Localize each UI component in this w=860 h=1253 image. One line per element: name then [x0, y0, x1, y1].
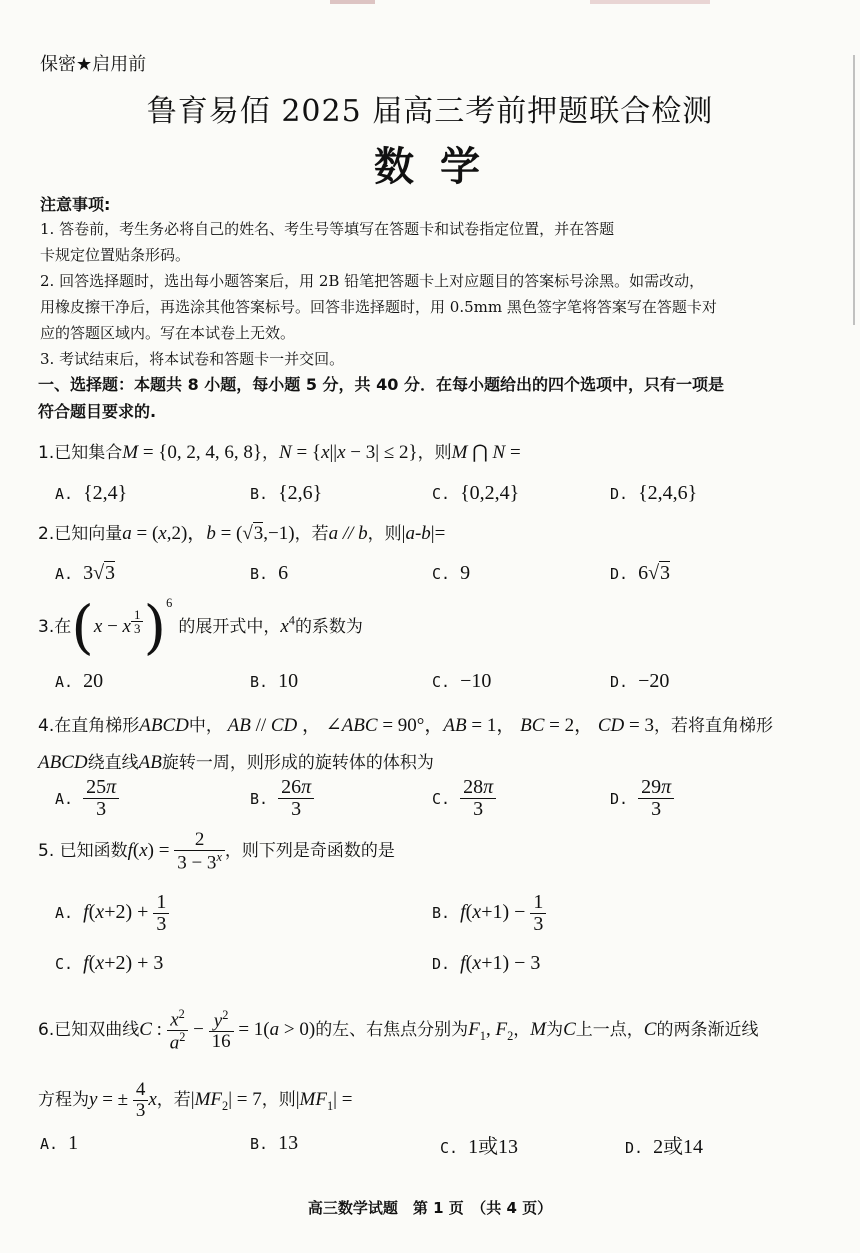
q4-option-b: B. $\frac{26\pi}{3}$ [250, 777, 314, 820]
q6-option-d-value: 2或14 [653, 1136, 704, 1158]
q3-option-b: B. 10 [250, 670, 299, 692]
q5-option-b: B. f(x+1) − $\frac{1}{3}$ [432, 892, 546, 935]
q1-option-b-value: {2,6} [278, 482, 323, 504]
q2-option-a: A. 3√3 [55, 562, 116, 584]
q5-option-a: A. f(x+2) + $\frac{1}{3}$ [55, 892, 169, 935]
q1-option-a: A. {2,4} [55, 482, 128, 504]
q6-option-b: B. 13 [250, 1132, 299, 1154]
q1-option-d: D. {2,4,6} [610, 482, 698, 504]
q3-option-b-value: 10 [278, 670, 299, 692]
confidential-label: 保密★启用前 [40, 54, 147, 75]
q6-mid: 的左、右焦点分别为 [315, 1020, 469, 1041]
q4-prefix: 4.在直角梯形 [38, 716, 140, 736]
q5-option-d: D. f(x+1) − 3 [432, 952, 541, 974]
q3-option-d-value: −20 [638, 670, 670, 692]
notice-item-2-line2: 用橡皮擦干净后，再选涂其他答案标号。回答非选择题时，用 0.5mm 黑色签字笔将答案写在答题卡对 [40, 298, 717, 316]
q2-then: ，则 [367, 524, 402, 544]
q2-prefix: 2.已知向量 [38, 524, 123, 544]
q1-option-c: C. {0,2,4} [432, 482, 520, 504]
notice-item-1-line2: 卡规定位置贴条形码。 [40, 246, 191, 264]
notice-item-3: 3. 考试结束后，将本试卷和答题卡一并交回。 [40, 350, 345, 368]
top-scan-mark-2 [590, 0, 710, 4]
q6-prefix: 6.已知双曲线 [38, 1020, 140, 1041]
q3-option-a-value: 20 [83, 670, 104, 692]
q5-option-c: C. f(x+2) + 3 [55, 952, 164, 974]
q6-option-a-value: 1 [68, 1132, 79, 1154]
q6-mid3: 为 [546, 1020, 564, 1041]
q2-option-d: D. 6√3 [610, 562, 671, 584]
top-scan-mark [330, 0, 375, 4]
q1-mid: ， [262, 443, 280, 463]
question-1: 1.已知集合M = {0, 2, 4, 6, 8}，N = {x||x − 3| ≤ 2}，则M ⋂ N = [38, 442, 521, 463]
notice-item-1-line1: 1. 答卷前，考生务必将自己的姓名、考生号等填写在答题卡和试卷指定位置，并在答题 [40, 220, 615, 238]
section-heading-line2: 符合题目要求的. [38, 402, 157, 421]
q5-tail: ，则下列是奇函数的是 [224, 840, 395, 861]
q3-option-a: A. 20 [55, 670, 104, 692]
q2-option-b: B. 6 [250, 562, 289, 584]
q1-option-c-value: {0,2,4} [460, 482, 520, 504]
q2-mid: ，若 [294, 524, 329, 544]
section-heading-line1: 一、选择题：本题共 8 小题，每小题 5 分，共 40 分．在每小题给出的四个选项中，只有一项是 [38, 375, 724, 394]
q4-mid: 中， [188, 716, 223, 736]
q1-option-a-value: {2,4} [83, 482, 128, 504]
q6-mid5: 的两条渐近线 [656, 1020, 759, 1041]
q3-tail2: 的系数为 [294, 617, 363, 637]
question-6-line2: 方程为y = ± $\frac{4}{3}$ x，若$|MF_2| = 7$，则$|MF_1|$ = [38, 1079, 353, 1121]
q6-mid4: 上一点， [575, 1020, 644, 1041]
subject-title: 数 学 [374, 143, 486, 190]
notice-heading: 注意事项: [40, 195, 111, 214]
question-4-line1: 4.在直角梯形ABCD中， AB // CD ， ∠ABC = 90°，AB = 1， BC = 2， CD = 3，若将直角梯形 [38, 715, 773, 736]
question-3: 3.在(x − x $^{\frac{1}{3}}$ )$^6$ 的展开式中，$x^4$的系数为 [38, 593, 363, 661]
q5-prefix: 5. 已知函数 [38, 840, 128, 861]
q3-option-c: C. −10 [432, 670, 492, 692]
q6-option-c-value: 1或13 [468, 1136, 519, 1158]
q6-option-c: C. 1或13 [440, 1136, 519, 1158]
question-2: 2.已知向量a = (x,2)，b = (√3,−1)，若a // b，则|a-b|= [38, 522, 446, 544]
q6-mid2: ， [513, 1020, 531, 1041]
q6-option-d: D. 2或14 [625, 1136, 704, 1158]
q1-option-d-value: {2,4,6} [638, 482, 698, 504]
q4-line2-a: 绕直线 [87, 753, 139, 773]
q3-prefix: 3.在 [38, 617, 72, 637]
page-footer: 高三数学试题 第 1 页 （共 4 页） [307, 1199, 553, 1217]
q1-option-b: B. {2,6} [250, 482, 323, 504]
q6-line2-c: ，则 [261, 1089, 296, 1110]
question-6-line1: 6.已知双曲线C : $\frac{x^2}{a^2}$ − $\frac{y^2}{16}$ = 1(a > 0)的左、右焦点分别为$F_1$, $F_2$，M为C上一点，C的两条渐近线 [38, 1007, 759, 1054]
q4-option-c: C. $\frac{28\pi}{3}$ [432, 777, 496, 820]
exam-title: 鲁育易佰 2025 届高三考前押题联合检测 [146, 94, 714, 129]
q4-option-a: A. $\frac{25\pi}{3}$ [55, 777, 119, 820]
q6-line2-a: 方程为 [38, 1089, 89, 1110]
q3-option-c-value: −10 [460, 670, 492, 692]
q3-tail: 的展开式中， [178, 617, 281, 637]
notice-item-2-line3: 应的答题区域内。写在本试卷上无效。 [40, 324, 296, 342]
question-5: 5. 已知函数f(x) = $\frac{2}{3 - 3^x}$ ，则下列是奇函数的是 [38, 829, 395, 874]
q6-line2-b: ，若 [156, 1089, 191, 1110]
q4-trailing: ，若将直角梯形 [653, 716, 773, 736]
notice-item-2-line1: 2. 回答选择题时，选出每小题答案后，用 2B 铅笔把答题卡上对应题目的答案标号涂黑。如需改动， [40, 272, 705, 290]
q6-option-b-value: 13 [278, 1132, 299, 1154]
q3-option-d: D. −20 [610, 670, 670, 692]
q1-prefix: 1.已知集合 [38, 443, 123, 463]
q1-then: ，则 [417, 443, 452, 463]
q4-option-d: D. $\frac{29\pi}{3}$ [610, 777, 674, 820]
question-4-line2: ABCD绕直线AB旋转一周，则形成的旋转体的体积为 [38, 752, 434, 773]
q6-option-a: A. 1 [40, 1132, 79, 1154]
q2-option-c: C. 9 [432, 562, 471, 584]
q4-line2-b: 旋转一周，则形成的旋转体的体积为 [161, 753, 434, 773]
